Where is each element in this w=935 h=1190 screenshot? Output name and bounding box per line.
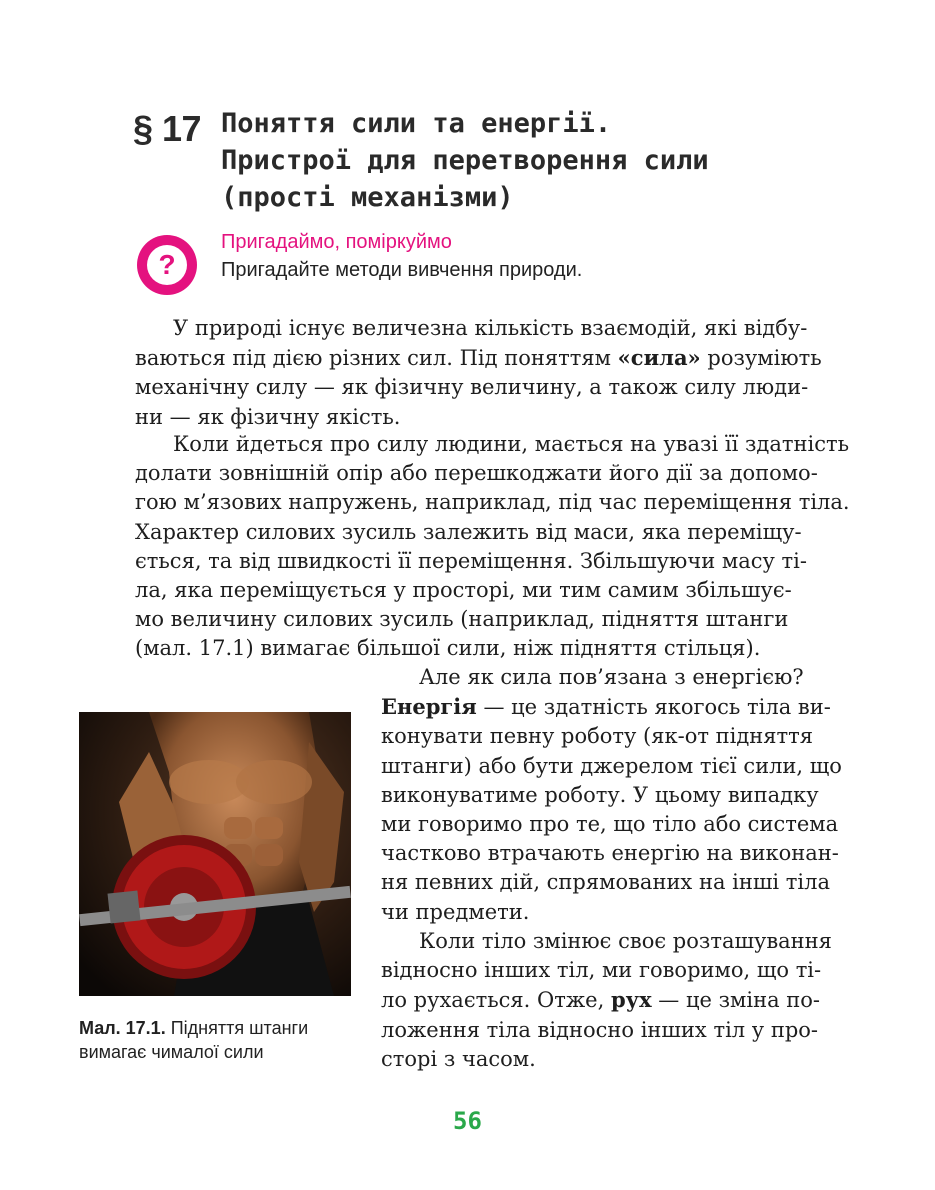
text-line: мо величину силових зусиль (наприклад, підняття штанги	[135, 607, 789, 632]
text-line: відносно інших тіл, ми говоримо, що ті-	[381, 958, 822, 983]
caption-label: Мал. 17.1.	[79, 1018, 166, 1038]
title-line: Поняття сили та енергії.	[221, 108, 612, 139]
caption-text: Підняття штанги вимагає чималої сили	[79, 1018, 309, 1062]
paragraph-3	[381, 663, 851, 927]
text-line: сторі з часом.	[381, 1046, 536, 1071]
text-line: ваються під дією різних сил. Під поняттям «сила» розуміють	[135, 345, 822, 371]
text-line: долати зовнішній опір або перешкоджати його дії за допомо-	[135, 461, 818, 486]
title-line: (прості механізми)	[221, 182, 514, 213]
text-line: (мал. 17.1) вимагає більшої сили, ніж підняття стільця).	[135, 636, 761, 661]
text-line: ло рухається. Отже, рух — це зміна по-	[381, 987, 820, 1013]
text-line: виконуватиме роботу. У цьому випадку	[381, 782, 819, 807]
term-force: «сила»	[617, 345, 701, 371]
recall-heading: Пригадаймо, поміркуймо	[221, 231, 452, 253]
text-line: У природі існує величезна кількість взаємодій, які відбу-	[173, 316, 808, 340]
text-line: гою м’язових напружень, наприклад, під час переміщення тіла.	[135, 490, 850, 515]
text-line: Характер силових зусиль залежить від маси, яка переміщу-	[135, 519, 802, 544]
figure-caption	[79, 1016, 364, 1064]
text-line: частково втрачають енергію на виконан-	[381, 841, 839, 866]
section-number: § 17	[133, 108, 202, 149]
section-title	[221, 105, 841, 216]
title-line: Пристрої для перетворення сили	[221, 145, 709, 176]
recall-text: Пригадайте методи вивчення природи.	[221, 259, 583, 281]
page-number: 56	[453, 1107, 482, 1135]
text-line: Але як сила пов’язана з енергією?	[419, 665, 804, 689]
text-line: ложення тіла відносно інших тіл у про-	[381, 1017, 819, 1042]
barbell-photo	[79, 712, 351, 996]
text-line: ня певних дій, спрямованих на інші тіла	[381, 870, 830, 895]
text-line: Енергія — це здатність якогось тіла ви-	[381, 694, 831, 720]
paragraph-4	[381, 927, 851, 1074]
question-icon: ?	[137, 235, 197, 295]
term-energy: Енергія	[381, 694, 477, 720]
text-line: чи предмети.	[381, 899, 530, 924]
text-line: ється, та від швидкості її переміщення. Збільшуючи масу ті-	[135, 548, 807, 573]
text-line: ми говоримо про те, що тіло або система	[381, 812, 839, 837]
text-line: ла, яка переміщується у просторі, ми тим самим збільшує-	[135, 578, 792, 603]
text-line: ни — як фізичну якість.	[135, 404, 401, 429]
text-line: штанги) або бути джерелом тієї сили, що	[381, 753, 842, 778]
term-motion: рух	[610, 987, 652, 1013]
text-line: конувати певну роботу (як-от підняття	[381, 724, 814, 749]
paragraph-1	[135, 314, 851, 432]
text-line: механічну силу — як фізичну величину, а також силу люди-	[135, 375, 809, 400]
text-line: Коли тіло змінює своє розташування	[419, 929, 832, 953]
paragraph-2	[135, 430, 851, 664]
text-line: Коли йдеться про силу людини, мається на увазі її здатність	[173, 432, 850, 456]
